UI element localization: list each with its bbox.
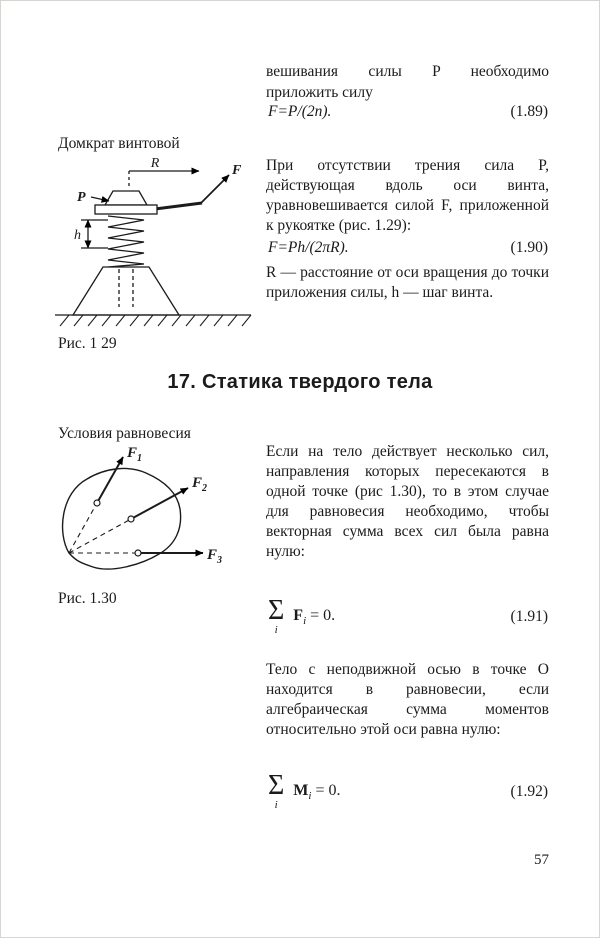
intro-line-2: приложить силу [266,84,373,101]
pitch-h-label: h [74,228,81,243]
equation-1-89 [268,103,548,121]
jack-base [73,267,179,315]
ground-hatching [60,315,251,326]
jack-top-cap [105,191,147,205]
formula-1-90: F=Ph/(2πR). [268,239,349,256]
jack-paragraph-2: R — расстояние от оси вращения до точки приложения силы, h — шаг винта. [266,264,549,301]
equation-1-90 [268,239,548,257]
figure-1-30-caption: Рис. 1.30 [58,590,117,607]
jack-section-label: Домкрат винтовой [58,135,180,152]
equation-number-1-92: (1.92) [510,783,548,800]
force-F2-arrow [131,488,188,519]
screw-jack-figure [51,155,256,337]
intro-line-1: вешивания силы P необходимо [266,63,549,80]
statics-paragraph-2: Тело с неподвижной осью в точке O находится в равновесии, если алгебраическая сумма моментов относительно этой оси равна нулю: [266,661,549,738]
intro-paragraph [266,61,549,103]
statics-section-label: Условия равновесия [58,425,191,442]
rigid-body-forces-figure [53,441,268,589]
summation-symbol: Σ i [268,595,285,636]
force-F1-label: $F_1$ [127,445,143,464]
formula-1-91: $F_i = 0$. [293,606,336,628]
figure-1-29-caption: Рис. 1 29 [58,335,117,352]
screw-spring [108,216,144,267]
force-F1-arrow [97,457,123,503]
equation-1-92 [268,770,548,811]
force-P-pointer [91,197,109,201]
section-heading: 17. Статика твердого тела [167,371,433,393]
dimension-R-label: R [150,156,160,171]
equation-number-1-91: (1.91) [510,608,548,625]
page-number: 57 [534,852,549,868]
force-F-arrow [201,175,229,203]
jack-paragraph-1: При отсутствии трения сила P, действующая вдоль оси винта, уравновешивается силой F, приложенной к рукоятке (рис. 1.29): [266,157,549,234]
jack-handle [155,203,202,209]
lines-of-action [69,503,138,553]
force-P-label: P [77,190,86,205]
formula-1-89: F=P/(2n). [268,103,332,120]
jack-plate [95,205,157,214]
force-F3-label: $F_3$ [207,547,223,566]
application-points [94,500,141,556]
force-F2-label: $F_2$ [192,475,208,494]
formula-1-92: $M_i = 0$. [293,781,341,803]
force-F-label: F [232,163,242,178]
equation-number-1-89: (1.89) [510,103,548,120]
statics-paragraph-1: Если на тело действует несколько сил, направления которых пересекаются в одной точке (рис 1.30), то в этом случае для равновесия необходимо, чтобы векторная сумма всех сил была равна нулю: [266,443,549,560]
equation-1-91 [268,595,548,636]
equation-number-1-90: (1.90) [510,239,548,256]
force-arrows [97,457,203,553]
summation-symbol: Σ i [268,770,285,811]
